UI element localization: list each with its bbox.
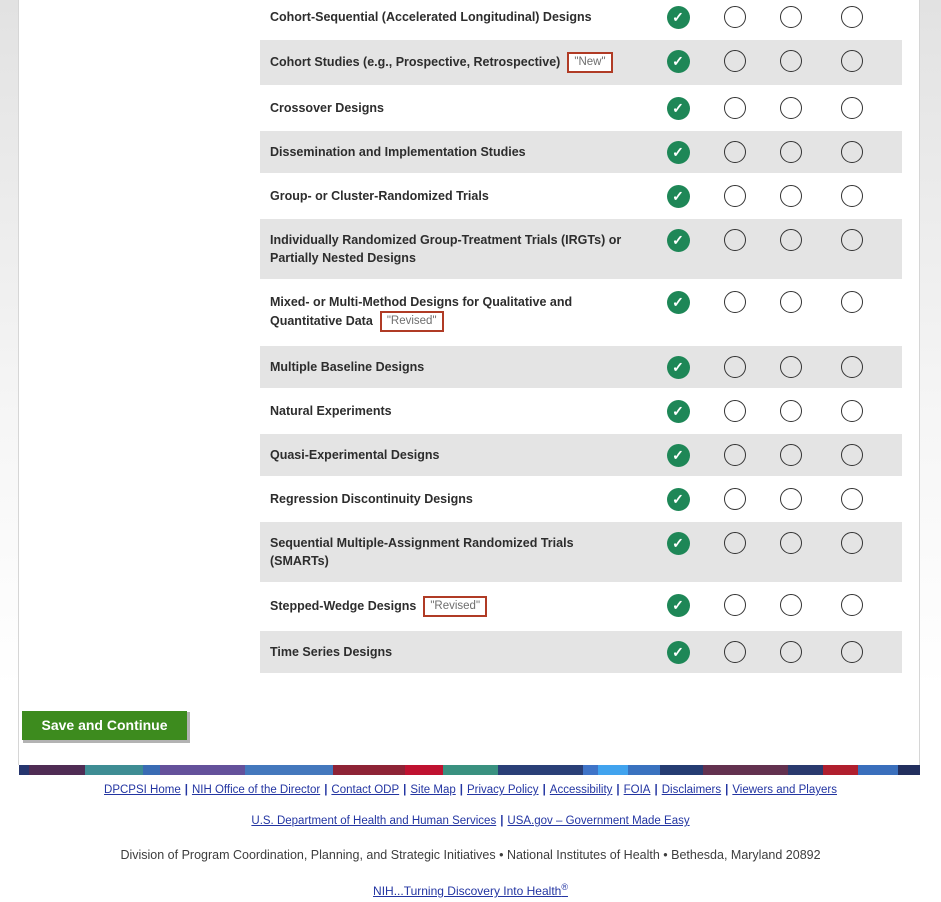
nav-separator: | (403, 784, 407, 796)
radio-option-cell (819, 281, 884, 344)
nav-separator: | (654, 784, 658, 796)
radio-option-cell (707, 219, 762, 279)
radio-option-cell (762, 0, 819, 38)
selected-check-icon[interactable]: ✓ (667, 641, 690, 664)
selected-check-icon[interactable]: ✓ (667, 444, 690, 467)
selected-check-icon[interactable]: ✓ (667, 400, 690, 423)
radio-button[interactable] (841, 185, 863, 207)
main-content (20, 0, 918, 740)
radio-option-cell (819, 346, 884, 388)
radio-button[interactable] (841, 291, 863, 313)
radio-button[interactable] (841, 532, 863, 554)
footer-gov-link[interactable]: USA.gov – Government Made Easy (507, 815, 690, 827)
radio-button[interactable] (780, 185, 802, 207)
selected-check-icon[interactable]: ✓ (667, 97, 690, 120)
selected-check-icon[interactable]: ✓ (667, 50, 690, 73)
radio-option-cell (707, 87, 762, 129)
stripe-segment (498, 765, 583, 775)
radio-option-cell (819, 522, 884, 582)
design-label: Quasi-Experimental Designs (270, 448, 440, 462)
radio-button[interactable] (724, 6, 746, 28)
radio-option-cell (762, 175, 819, 217)
radio-option-cell (762, 631, 819, 673)
table-row (260, 0, 902, 40)
selected-check-icon[interactable]: ✓ (667, 185, 690, 208)
design-label: Sequential Multiple-Assignment Randomized Trials (SMARTs) (270, 536, 574, 568)
selected-option-cell (649, 522, 707, 582)
radio-option-cell (762, 584, 819, 629)
radio-option-cell (819, 390, 884, 432)
radio-option-cell (707, 175, 762, 217)
table-row (260, 390, 902, 434)
footer-nav-link[interactable]: Viewers and Players (732, 784, 837, 796)
stripe-segment (443, 765, 498, 775)
design-label: Regression Discontinuity Designs (270, 492, 473, 506)
design-label: Cohort-Sequential (Accelerated Longitudinal) Designs (270, 10, 592, 24)
stripe-segment (583, 765, 598, 775)
table-row (260, 346, 902, 390)
table-row (260, 434, 902, 478)
footer-gov-link[interactable]: U.S. Department of Health and Human Services (251, 815, 497, 827)
stripe-segment (598, 765, 628, 775)
stripe-segment (29, 765, 85, 775)
design-label: Crossover Designs (270, 101, 384, 115)
selected-check-icon[interactable]: ✓ (667, 6, 690, 29)
nav-separator: | (542, 784, 546, 796)
selected-check-icon[interactable]: ✓ (667, 488, 690, 511)
radio-option-cell (819, 175, 884, 217)
footer-nav-link[interactable]: FOIA (623, 784, 651, 796)
selected-option-cell (649, 219, 707, 279)
footer-nav-link[interactable]: Privacy Policy (466, 784, 539, 796)
radio-option-cell (819, 219, 884, 279)
radio-option-cell (819, 631, 884, 673)
selected-check-icon[interactable]: ✓ (667, 356, 690, 379)
radio-button[interactable] (724, 141, 746, 163)
design-label: Group- or Cluster-Randomized Trials (270, 189, 489, 203)
stripe-segment (143, 765, 160, 775)
selected-check-icon[interactable]: ✓ (667, 594, 690, 617)
revised-badge: "Revised" (423, 596, 487, 617)
radio-option-cell (762, 131, 819, 173)
radio-option-cell (707, 631, 762, 673)
radio-button[interactable] (724, 291, 746, 313)
stripe-segment (245, 765, 333, 775)
design-label: Individually Randomized Group-Treatment Trials (IRGTs) or Partially Nested Designs (270, 233, 622, 265)
radio-option-cell (762, 390, 819, 432)
radio-button[interactable] (841, 50, 863, 72)
radio-option-cell (819, 478, 884, 520)
radio-option-cell (819, 584, 884, 629)
selected-option-cell (649, 87, 707, 129)
radio-option-cell (707, 434, 762, 476)
revised-badge: "Revised" (380, 311, 444, 332)
nav-separator: | (725, 784, 729, 796)
footer-color-stripe (19, 765, 920, 775)
new-badge: "New" (567, 52, 612, 73)
design-label: Dissemination and Implementation Studies (270, 145, 526, 159)
save-and-continue-button[interactable]: Save and Continue (22, 711, 187, 740)
radio-button[interactable] (780, 50, 802, 72)
footer-nav-link[interactable]: Accessibility (549, 784, 613, 796)
selected-option-cell (649, 175, 707, 217)
nav-separator: | (184, 784, 188, 796)
selected-check-icon[interactable]: ✓ (667, 291, 690, 314)
radio-option-cell (707, 131, 762, 173)
selected-check-icon[interactable]: ✓ (667, 532, 690, 555)
stripe-segment (858, 765, 898, 775)
selected-option-cell (649, 0, 707, 38)
selected-option-cell (649, 631, 707, 673)
radio-option-cell (819, 131, 884, 173)
radio-option-cell (762, 522, 819, 582)
radio-button[interactable] (780, 488, 802, 510)
radio-button[interactable] (780, 400, 802, 422)
design-label: Cohort Studies (e.g., Prospective, Retrospective) "New" (260, 40, 649, 85)
stripe-segment (405, 765, 443, 775)
table-row (260, 631, 902, 675)
radio-button[interactable] (841, 356, 863, 378)
radio-button[interactable] (841, 444, 863, 466)
footer-nav-link[interactable]: Site Map (410, 784, 456, 796)
stripe-segment (703, 765, 788, 775)
radio-button[interactable] (841, 6, 863, 28)
radio-button[interactable] (841, 488, 863, 510)
nih-tagline-link[interactable]: NIH...Turning Discovery Into Health® (373, 882, 568, 898)
table-row (260, 131, 902, 175)
radio-option-cell (707, 346, 762, 388)
radio-option-cell (762, 434, 819, 476)
footer-nav-link[interactable]: DPCPSI Home (104, 784, 181, 796)
selected-option-cell (649, 281, 707, 344)
radio-button[interactable] (724, 488, 746, 510)
radio-button[interactable] (780, 444, 802, 466)
radio-option-cell (762, 87, 819, 129)
footer-nav-link[interactable]: Contact ODP (331, 784, 400, 796)
radio-button[interactable] (724, 594, 746, 616)
radio-button[interactable] (841, 594, 863, 616)
stripe-segment (823, 765, 858, 775)
footer (0, 765, 941, 898)
radio-button[interactable] (780, 97, 802, 119)
table-row (260, 40, 902, 87)
radio-button[interactable] (724, 400, 746, 422)
footer-nav-link[interactable]: Disclaimers (661, 784, 722, 796)
nav-separator: | (616, 784, 620, 796)
radio-option-cell (762, 219, 819, 279)
radio-button[interactable] (724, 50, 746, 72)
selected-check-icon[interactable]: ✓ (667, 141, 690, 164)
radio-button[interactable] (724, 229, 746, 251)
footer-address: Division of Program Coordination, Planning, and Strategic Initiatives • National Institutes of Health • Bethesda, Maryland 20892 (120, 848, 821, 862)
radio-option-cell (762, 478, 819, 520)
radio-option-cell (819, 434, 884, 476)
study-design-rating-table (260, 0, 902, 675)
selected-option-cell (649, 584, 707, 629)
selected-option-cell (649, 478, 707, 520)
radio-option-cell (762, 281, 819, 344)
radio-option-cell (819, 40, 884, 85)
design-label: Time Series Designs (270, 645, 393, 659)
stripe-segment (660, 765, 703, 775)
radio-option-cell (819, 87, 884, 129)
table-row (260, 175, 902, 219)
radio-option-cell (762, 346, 819, 388)
design-label: Multiple Baseline Designs (270, 360, 425, 374)
radio-button[interactable] (841, 229, 863, 251)
nav-separator: | (324, 784, 328, 796)
page-margin-left (0, 0, 19, 765)
stripe-segment (19, 765, 29, 775)
selected-option-cell (649, 346, 707, 388)
design-label: Mixed- or Multi-Method Designs for Qualitative and Quantitative Data "Revised" (260, 281, 649, 344)
stripe-segment (628, 765, 660, 775)
stripe-segment (788, 765, 823, 775)
table-row (260, 522, 902, 584)
radio-button[interactable] (841, 641, 863, 663)
design-label: Stepped-Wedge Designs "Revised" (260, 584, 649, 629)
stripe-segment (85, 765, 143, 775)
radio-button[interactable] (724, 532, 746, 554)
radio-option-cell (707, 478, 762, 520)
radio-option-cell (707, 390, 762, 432)
selected-option-cell (649, 131, 707, 173)
design-label: Natural Experiments (270, 404, 392, 418)
radio-button[interactable] (841, 97, 863, 119)
radio-button[interactable] (780, 229, 802, 251)
page-margin-right (919, 0, 941, 765)
radio-option-cell (707, 0, 762, 38)
table-row (260, 87, 902, 131)
selected-option-cell (649, 434, 707, 476)
radio-button[interactable] (780, 291, 802, 313)
radio-option-cell (819, 0, 884, 38)
table-row (260, 281, 902, 346)
footer-secondary-nav (0, 814, 941, 828)
footer-primary-nav (0, 783, 941, 797)
radio-button[interactable] (780, 532, 802, 554)
radio-option-cell (762, 40, 819, 85)
radio-button[interactable] (724, 641, 746, 663)
radio-option-cell (707, 281, 762, 344)
radio-button[interactable] (724, 97, 746, 119)
radio-button[interactable] (724, 444, 746, 466)
radio-button[interactable] (780, 641, 802, 663)
table-row (260, 478, 902, 522)
stripe-segment (160, 765, 245, 775)
radio-option-cell (707, 522, 762, 582)
radio-option-cell (707, 584, 762, 629)
radio-button[interactable] (780, 6, 802, 28)
radio-button[interactable] (780, 594, 802, 616)
radio-button[interactable] (724, 356, 746, 378)
table-row (260, 219, 902, 281)
table-row (260, 584, 902, 631)
stripe-segment (898, 765, 920, 775)
nav-separator: | (500, 815, 504, 827)
radio-button[interactable] (780, 141, 802, 163)
radio-option-cell (707, 40, 762, 85)
radio-button[interactable] (724, 185, 746, 207)
stripe-segment (333, 765, 405, 775)
footer-nav-link[interactable]: NIH Office of the Director (191, 784, 321, 796)
selected-option-cell (649, 40, 707, 85)
nav-separator: | (459, 784, 463, 796)
radio-button[interactable] (841, 141, 863, 163)
radio-button[interactable] (841, 400, 863, 422)
selected-option-cell (649, 390, 707, 432)
footer-tagline (0, 880, 941, 898)
radio-button[interactable] (780, 356, 802, 378)
selected-check-icon[interactable]: ✓ (667, 229, 690, 252)
